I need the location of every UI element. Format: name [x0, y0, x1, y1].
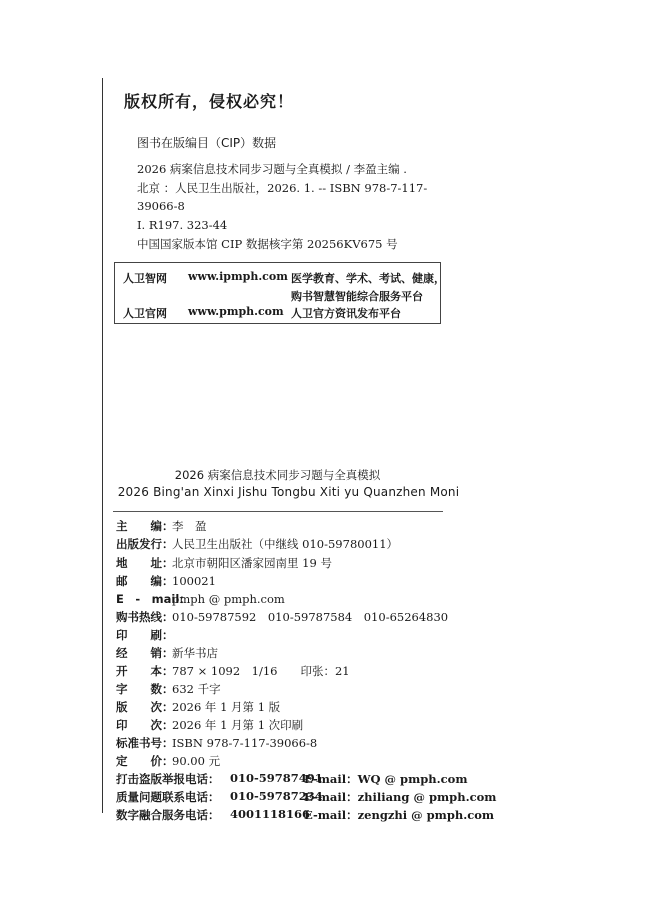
- hotline-label: 数字融合服务电话：: [116, 808, 220, 822]
- platform-desc: 医学教育、学术、考试、健康，: [291, 272, 445, 285]
- detail-row-publisher: [116, 536, 398, 552]
- detail-row-printer: [116, 627, 172, 643]
- book-title-chinese: 2026 病案信息技术同步习题与全真模拟: [174, 468, 381, 482]
- hotline-email: E-mail：zhiliang @ pmph.com: [304, 790, 497, 804]
- detail-label: 邮 编：: [116, 574, 174, 588]
- detail-row-price: [116, 753, 220, 769]
- hotline-label: 质量问题联系电话：: [116, 790, 220, 804]
- detail-value: 人民卫生出版社（中继线 010-59780011）: [172, 537, 399, 551]
- hotline-email: E-mail：WQ @ pmph.com: [304, 772, 468, 786]
- margin-rule: [102, 78, 103, 813]
- detail-row-email: [116, 591, 285, 607]
- detail-value: 新华书店: [172, 646, 218, 660]
- hotline-label: 打击盗版举报电话：: [116, 772, 220, 786]
- detail-row-hotline: [116, 609, 448, 625]
- detail-label: 印 刷：: [116, 628, 174, 642]
- detail-value: pmph @ pmph.com: [172, 592, 285, 606]
- detail-row-wordcount: [116, 681, 221, 697]
- detail-label: 印 次：: [116, 718, 174, 732]
- detail-row-edition: [116, 699, 280, 715]
- detail-label: 版 次：: [116, 700, 174, 714]
- book-title-pinyin: 2026 Bing'an Xinxi Jishu Tongbu Xiti yu Quanzhen Moni: [117, 485, 460, 499]
- detail-row-printing: [116, 717, 303, 733]
- detail-value: 2026 年 1 月第 1 版: [172, 700, 281, 714]
- detail-value: 787 × 1092 1/16 印张：21: [172, 664, 350, 678]
- detail-value: 李 盈: [172, 519, 207, 533]
- detail-value: 632 千字: [172, 682, 221, 696]
- platform-box: [114, 262, 445, 324]
- detail-label: 定 价：: [116, 754, 174, 768]
- platform-name: 人卫智网: [123, 272, 167, 285]
- platform-url-link[interactable]: www.pmph.com: [188, 305, 284, 318]
- hotline-row-piracy: [116, 771, 468, 787]
- detail-row-editor: [116, 518, 207, 534]
- detail-row-distributor: [116, 645, 218, 661]
- platform-desc: 人卫官方资讯发布平台: [291, 307, 401, 320]
- detail-label: 购书热线：: [116, 610, 174, 624]
- hotline-phone: 4001118166: [230, 807, 311, 821]
- cip-line-5: 中国国家版本馆 CIP 数据核字第 20256KV675 号: [137, 237, 398, 251]
- detail-label: E - mail：: [116, 592, 191, 606]
- detail-label: 地 址：: [116, 556, 174, 570]
- divider: [113, 511, 443, 512]
- cip-line-1: 2026 病案信息技术同步习题与全真模拟 / 李盈主编 .: [137, 162, 407, 176]
- cip-line-4: Ⅰ. R197. 323-44: [137, 218, 228, 232]
- detail-label: 字 数：: [116, 682, 174, 696]
- cip-line-3: 39066-8: [137, 199, 185, 213]
- detail-label: 标准书号：: [116, 736, 174, 750]
- copyright-notice: 版权所有，侵权必究！: [124, 92, 295, 111]
- detail-label: 出版发行：: [116, 537, 174, 551]
- platform-desc: 购书智慧智能综合服务平台: [291, 290, 423, 303]
- platform-url-link[interactable]: www.ipmph.com: [188, 270, 288, 283]
- detail-row-address: [116, 555, 332, 571]
- hotline-row-quality: [116, 789, 497, 805]
- hotline-email: E-mail：zengzhi @ pmph.com: [304, 808, 495, 822]
- platform-name: 人卫官网: [123, 307, 167, 320]
- detail-value: ISBN 978-7-117-39066-8: [172, 736, 318, 750]
- detail-value: 2026 年 1 月第 1 次印刷: [172, 718, 304, 732]
- detail-label: 主 编：: [116, 519, 174, 533]
- cip-line-2: 北京 ：人民卫生出版社，2026. 1. -- ISBN 978-7-117-: [137, 181, 428, 195]
- hotline-row-digital: [116, 807, 495, 823]
- detail-value: 010-59787592 010-59787584 010-65264830: [172, 610, 449, 624]
- hotline-phone: 010-59787491: [230, 771, 323, 785]
- hotline-phone: 010-59787234: [230, 789, 323, 803]
- detail-value: 北京市朝阳区潘家园南里 19 号: [172, 556, 332, 570]
- detail-row-postcode: [116, 573, 216, 589]
- detail-value: 90.00 元: [172, 754, 221, 768]
- detail-row-isbn: [116, 735, 317, 751]
- cip-heading: 图书在版编目（CIP）数据: [137, 136, 277, 150]
- detail-row-format: [116, 663, 350, 679]
- detail-label: 开 本：: [116, 664, 174, 678]
- detail-label: 经 销：: [116, 646, 174, 660]
- detail-value: 100021: [172, 574, 216, 588]
